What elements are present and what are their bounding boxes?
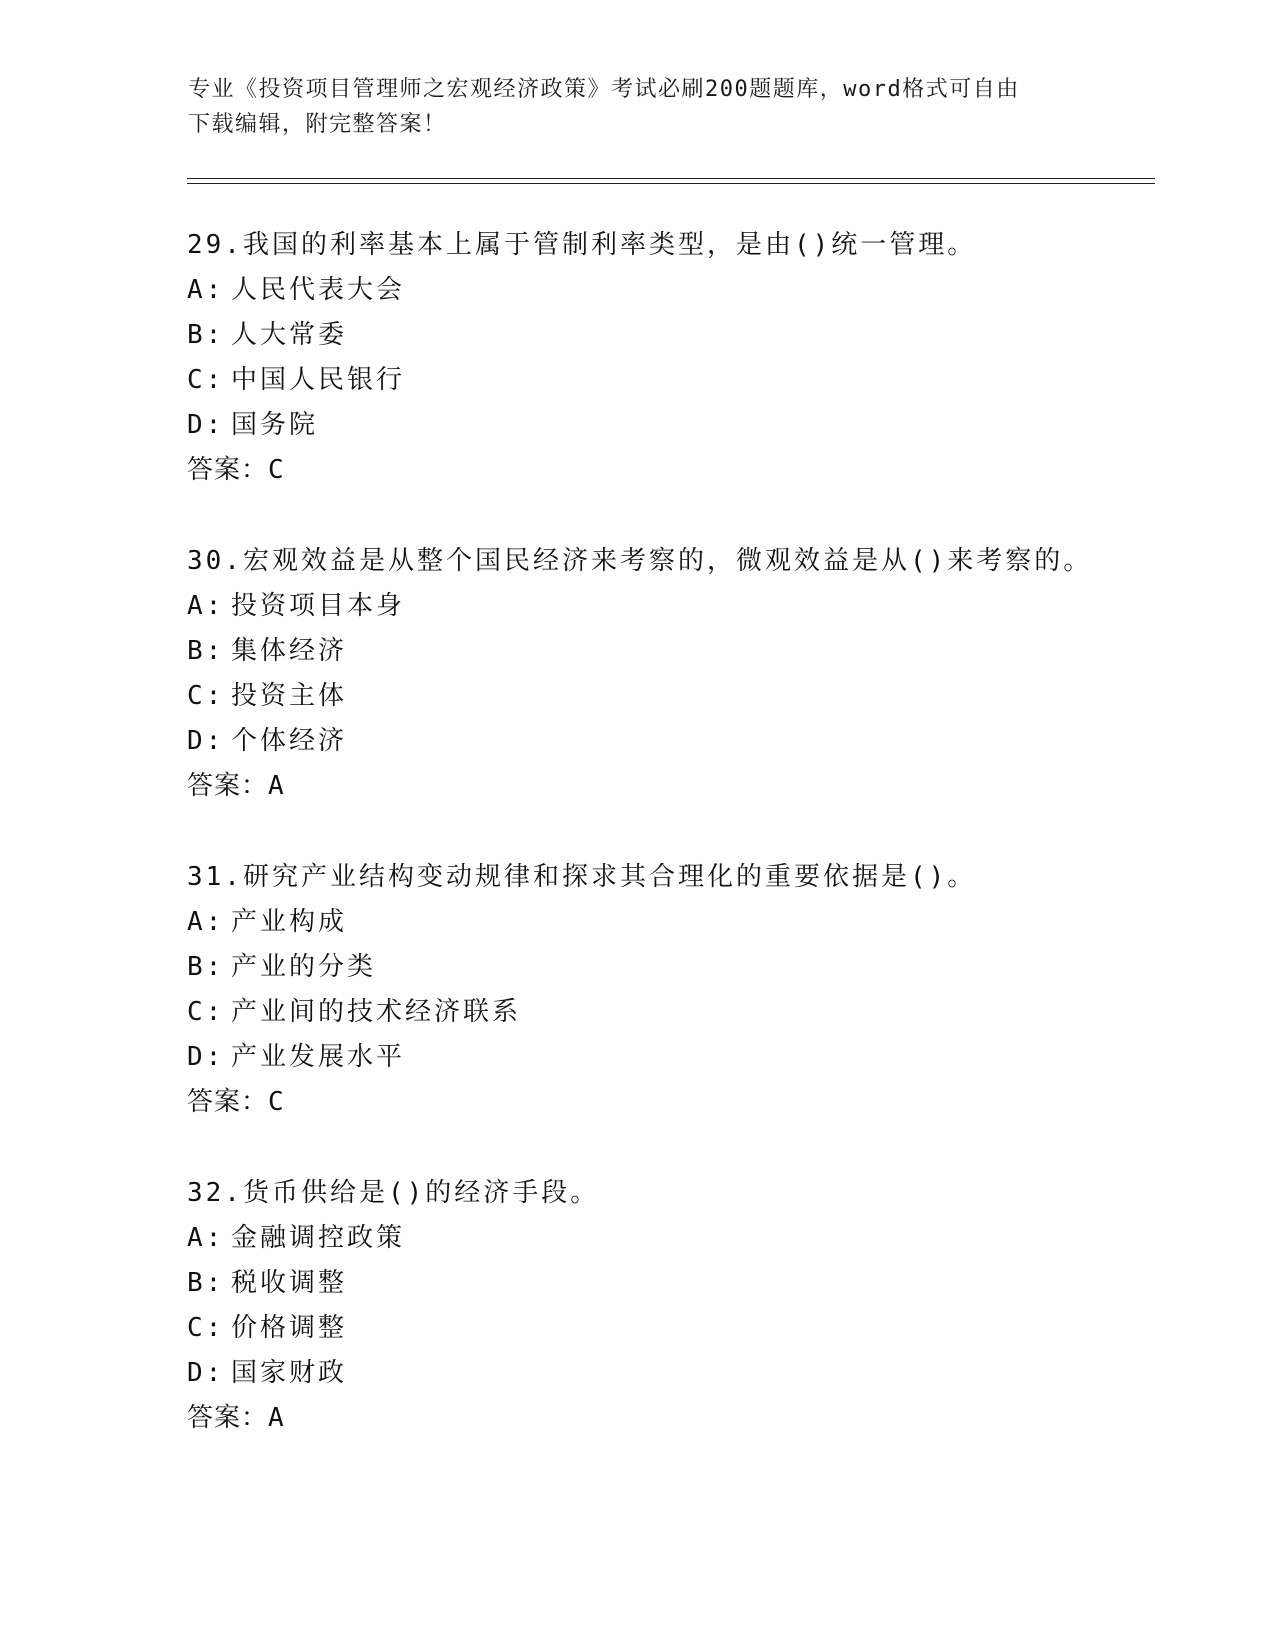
option-b (187, 950, 1187, 995)
option-a (187, 1221, 1187, 1266)
option-text: 人大常委 (231, 320, 348, 350)
option-text: 金融调控政策 (231, 1223, 406, 1253)
option-text: 人民代表大会 (231, 275, 406, 305)
answer-label: 答案： (187, 1403, 269, 1433)
option-key: C: (187, 365, 225, 395)
option-key: B: (187, 636, 225, 666)
question-stem: 32.货币供给是()的经济手段。 (187, 1178, 600, 1208)
option-key: C: (187, 681, 225, 711)
option-c (187, 995, 1187, 1040)
option-key: D: (187, 410, 225, 440)
option-text: 国务院 (231, 410, 319, 440)
answer-label: 答案： (187, 455, 269, 485)
question-stem: 30.宏观效益是从整个国民经济来考察的，微观效益是从()来考察的。 (187, 546, 1093, 576)
header-divider (187, 178, 1155, 184)
answer-label: 答案： (187, 1087, 269, 1117)
option-b (187, 318, 1187, 363)
option-key: A: (187, 275, 225, 305)
option-text: 投资项目本身 (231, 591, 406, 621)
document-header (188, 72, 1088, 142)
option-key: D: (187, 1042, 225, 1072)
option-a (187, 589, 1187, 634)
option-text: 产业的分类 (231, 952, 377, 982)
question-stem: 31.研究产业结构变动规律和探求其合理化的重要依据是()。 (187, 862, 977, 892)
answer-value: A (268, 771, 285, 801)
header-line-2: 下载编辑，附完整答案！ (188, 112, 447, 137)
option-c (187, 679, 1187, 724)
option-b (187, 634, 1187, 679)
question-31 (187, 860, 1187, 1130)
option-key: C: (187, 1313, 225, 1343)
option-key: B: (187, 1268, 225, 1298)
option-a (187, 905, 1187, 950)
option-d (187, 1356, 1187, 1401)
option-d (187, 724, 1187, 769)
option-text: 国家财政 (231, 1358, 348, 1388)
option-key: D: (187, 1358, 225, 1388)
question-30 (187, 544, 1187, 814)
option-text: 投资主体 (231, 681, 348, 711)
option-b (187, 1266, 1187, 1311)
option-c (187, 363, 1187, 408)
option-key: B: (187, 320, 225, 350)
answer-label: 答案： (187, 771, 269, 801)
question-29 (187, 228, 1187, 498)
option-key: A: (187, 591, 225, 621)
option-key: A: (187, 907, 225, 937)
option-text: 个体经济 (231, 726, 348, 756)
question-32 (187, 1176, 1187, 1446)
option-key: A: (187, 1223, 225, 1253)
answer-value: C (268, 1087, 285, 1117)
option-text: 产业间的技术经济联系 (231, 997, 522, 1027)
option-d (187, 1040, 1187, 1085)
option-text: 中国人民银行 (231, 365, 406, 395)
answer-line (187, 769, 1187, 814)
option-key: C: (187, 997, 225, 1027)
header-line-1: 专业《投资项目管理师之宏观经济政策》考试必刷200题题库，word格式可自由 (188, 77, 1020, 102)
option-text: 产业构成 (231, 907, 348, 937)
answer-line (187, 1401, 1187, 1446)
option-text: 产业发展水平 (231, 1042, 406, 1072)
option-a (187, 273, 1187, 318)
option-key: D: (187, 726, 225, 756)
answer-value: C (268, 455, 285, 485)
option-text: 集体经济 (231, 636, 348, 666)
question-stem: 29.我国的利率基本上属于管制利率类型，是由()统一管理。 (187, 230, 977, 260)
option-key: B: (187, 952, 225, 982)
option-text: 价格调整 (231, 1313, 348, 1343)
option-d (187, 408, 1187, 453)
answer-line (187, 1085, 1187, 1130)
answer-value: A (268, 1403, 285, 1433)
answer-line (187, 453, 1187, 498)
option-text: 税收调整 (231, 1268, 348, 1298)
option-c (187, 1311, 1187, 1356)
